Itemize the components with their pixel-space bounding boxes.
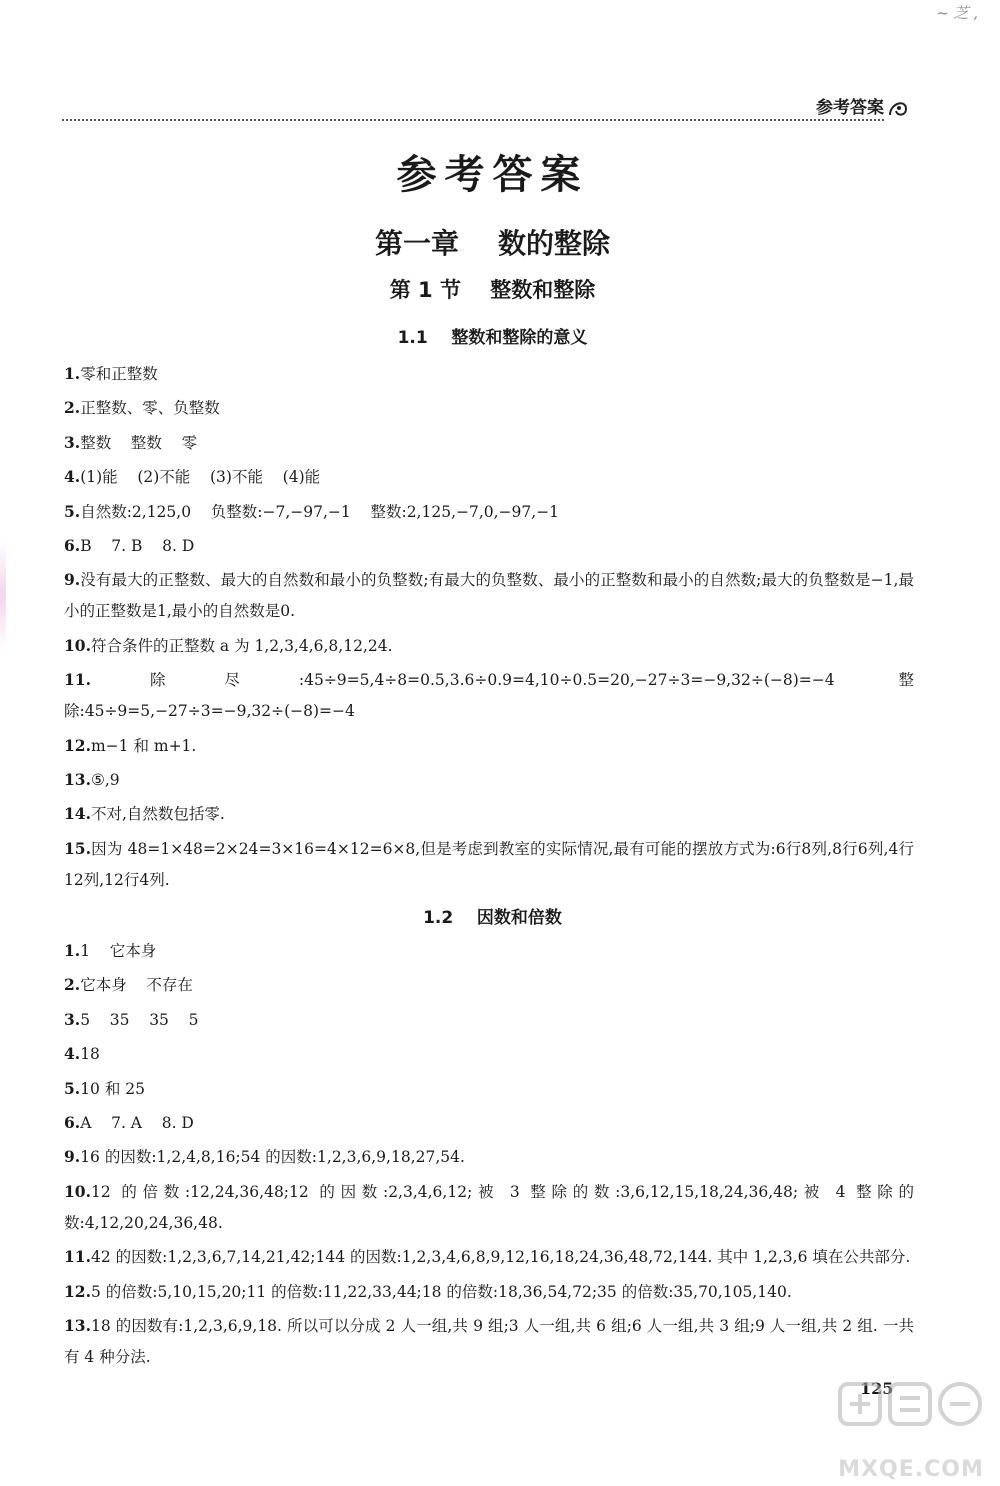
watermark-logo-icon: [836, 1378, 986, 1440]
header-title: 参考答案: [816, 98, 884, 118]
page-header: [62, 93, 920, 123]
answer-list-1-2: [64, 935, 914, 1375]
answer-item: 3.5 35 35 5: [64, 1009, 199, 1029]
pen-swirl-icon: [886, 95, 912, 121]
answer-item: 13.⑤,9: [64, 769, 120, 789]
answer-item: 5.10 和 25: [64, 1078, 145, 1098]
watermark-text: MXQE.COM: [838, 1457, 984, 1482]
answer-item: 2.正整数、零、负整数: [64, 398, 220, 418]
chapter-title: 第一章 数的整除: [375, 227, 610, 260]
answer-item: 15.因为 48=1×48=2×24=3×16=4×12=6×8,但是考虑到教室的实际情况,最有可能的摆放方式为:6行8列,8行6列,4行12列,12行4列.: [64, 838, 914, 889]
answer-item: 5.自然数:2,125,0 负整数:−7,−97,−1 整数:2,125,−7,0,−97,−1: [64, 501, 560, 521]
answer-item: 1.1 它本身: [64, 941, 157, 960]
page-number: 125: [860, 1379, 894, 1398]
page-edge-tint: [0, 540, 6, 650]
handwritten-scribble: ~ 芝 ,: [936, 4, 978, 22]
answer-item: 11.除尽:45÷9=5,4÷8=0.5,3.6÷0.9=4,10÷0.5=20,−27÷3=−9,32÷(−8)=−4 整除:45÷9=5,−27÷3=−9,32÷(−8)=−4: [64, 670, 914, 721]
answer-item: 10.12 的倍数:12,24,36,48;12 的因数:2,3,4,6,12;被 3 整除的数:3,6,12,15,18,24,36,48;被 4 整除的数:4,12,20,24,36,48.: [64, 1181, 914, 1232]
answer-item: 1.零和正整数: [64, 364, 158, 383]
answer-item: 10.符合条件的正整数 a 为 1,2,3,4,6,8,12,24.: [64, 635, 393, 655]
answer-item: 4.(1)能 (2)不能 (3)不能 (4)能: [64, 467, 321, 487]
subsection-title-1-1: 1.1 整数和整除的意义: [397, 328, 588, 348]
answer-item: 4.18: [64, 1044, 100, 1064]
answer-item: 9.没有最大的正整数、最大的自然数和最小的负整数;有最大的负整数、最小的正整数和最小的自然数;最大的负整数是−1,最小的正整数是1,最小的自然数是0.: [64, 570, 914, 621]
subsection-title-1-2: 1.2 因数和倍数: [423, 908, 562, 928]
answer-item: 13.18 的因数有:1,2,3,6,9,18. 所以可以分成 2 人一组,共 9 组;3 人一组,共 6 组;6 人一组,共 3 组;9 人一组,共 2 组. 一共有 4 种分法.: [64, 1315, 914, 1366]
answer-item: 6.B 7. B 8. D: [64, 535, 195, 555]
answer-item: 9.16 的因数:1,2,4,8,16;54 的因数:1,2,3,6,9,18,27,54.: [64, 1147, 465, 1167]
header-dotted-rule: [62, 119, 884, 121]
answer-item: 11.42 的因数:1,2,3,6,7,14,21,42;144 的因数:1,2,3,4,6,8,9,12,16,18,24,36,48,72,144. 其中 1,2,3,6 填在公共部分.: [64, 1247, 911, 1267]
answer-item: 14.不对,自然数包括零.: [64, 804, 225, 824]
section-title: 第 1 节 整数和整除: [389, 278, 596, 302]
page-title: 参考答案: [396, 152, 589, 198]
answer-item: 2.它本身 不存在: [64, 975, 193, 995]
watermark: [836, 1378, 986, 1482]
answer-list-1-1: [64, 358, 914, 898]
answer-item: 3.整数 整数 零: [64, 432, 198, 452]
answer-item: 12.5 的倍数:5,10,15,20;11 的倍数:11,22,33,44;18 的倍数:18,36,54,72;35 的倍数:35,70,105,140.: [64, 1281, 792, 1301]
answer-item: 12.m−1 和 m+1.: [64, 735, 197, 755]
answer-item: 6.A 7. A 8. D: [64, 1112, 194, 1132]
